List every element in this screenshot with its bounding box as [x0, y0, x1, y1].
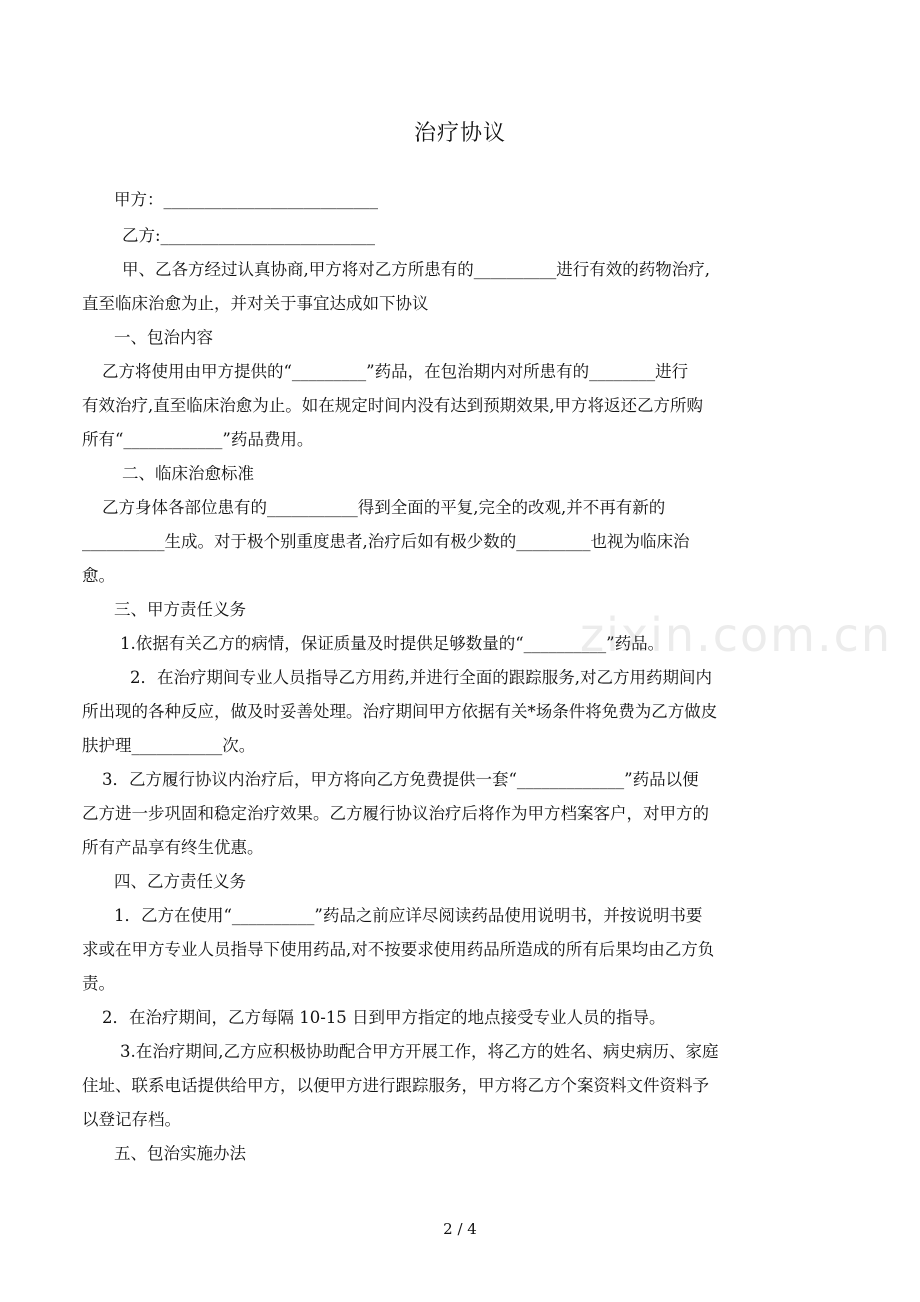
section-2-line-1: 乙方身体各部位患有的___________得到全面的平复,完全的改观,并不再有新的: [102, 498, 666, 517]
section-1-line-3: 所有“____________”药品费用。: [82, 430, 314, 449]
section-3-item-2-line-1: 2．在治疗期间专业人员指导乙方用药,并进行全面的跟踪服务,对乙方用药期间内: [130, 668, 712, 687]
section-3-item-2-line-2: 所出现的各种反应，做及时妥善处理。治疗期间甲方依据有关*场条件将免费为乙方做皮: [82, 702, 718, 721]
section-3-item-3-line-2: 乙方进一步巩固和稳定治疗效果。乙方履行协议治疗后将作为甲方档案客户，对甲方的: [82, 804, 709, 823]
page-number: 2 / 4: [443, 1220, 477, 1238]
section-5-heading: 五、包治实施办法: [114, 1144, 246, 1163]
section-4-item-2: 2．在治疗期间，乙方每隔 10-15 日到甲方指定的地点接受专业人员的指导。: [102, 1008, 666, 1027]
section-1-line-2: 有效治疗,直至临床治愈为止。如在规定时间内没有达到预期效果,甲方将返还乙方所购: [82, 396, 703, 415]
section-1-heading: 一、包治内容: [114, 328, 213, 347]
section-1-line-1: 乙方将使用由甲方提供的“_________”药品，在包治期内对所患有的________进行: [102, 362, 689, 381]
document-title: 治疗协议: [413, 121, 506, 146]
section-2-line-2: __________生成。对于极个别重度患者,治疗后如有极少数的_________也视为临床治: [82, 532, 690, 551]
section-2-line-3: 愈。: [82, 566, 115, 585]
intro-line-1: 甲、乙各方经过认真协商,甲方将对乙方所患有的__________进行有效的药物治疗,: [122, 260, 710, 279]
section-4-item-3-line-3: 以登记存档。: [82, 1110, 181, 1129]
section-3-heading: 三、甲方责任义务: [114, 600, 246, 619]
section-3-item-3-line-3: 所有产品享有终生优惠。: [82, 838, 264, 857]
party-b-line: 乙方:__________________________: [122, 226, 376, 245]
section-4-heading: 四、乙方责任义务: [114, 872, 246, 891]
section-3-item-3-line-1: 3．乙方履行协议内治疗后，甲方将向乙方免费提供一套“_____________”药品以便: [102, 770, 699, 789]
intro-line-2: 直至临床治愈为止，并对关于事宜达成如下协议: [82, 294, 429, 313]
section-4-item-3-line-1: 3.在治疗期间,乙方应积极协助配合甲方开展工作，将乙方的姓名、病史病历、家庭: [120, 1042, 719, 1061]
watermark: zixin.com.cn: [580, 608, 893, 662]
section-3-item-2-line-3: 肤护理___________次。: [82, 736, 256, 755]
party-a-line: 甲方：__________________________: [114, 190, 378, 209]
section-4-item-1-line-2: 求或在甲方专业人员指导下使用药品,对不按要求使用药品所造成的所有后果均由乙方负: [82, 940, 715, 959]
section-2-heading: 二、临床治愈标准: [122, 464, 254, 483]
section-4-item-1-line-1: 1．乙方在使用“__________”药品之前应详尽阅读药品使用说明书，并按说明书要: [114, 906, 703, 925]
section-4-item-1-line-3: 责。: [82, 974, 115, 993]
section-4-item-3-line-2: 住址、联系电话提供给甲方，以便甲方进行跟踪服务，甲方将乙方个案资料文件资料予: [82, 1076, 709, 1095]
section-3-item-1: 1.依据有关乙方的病情，保证质量及时提供足够数量的“__________”药品。: [120, 634, 665, 653]
